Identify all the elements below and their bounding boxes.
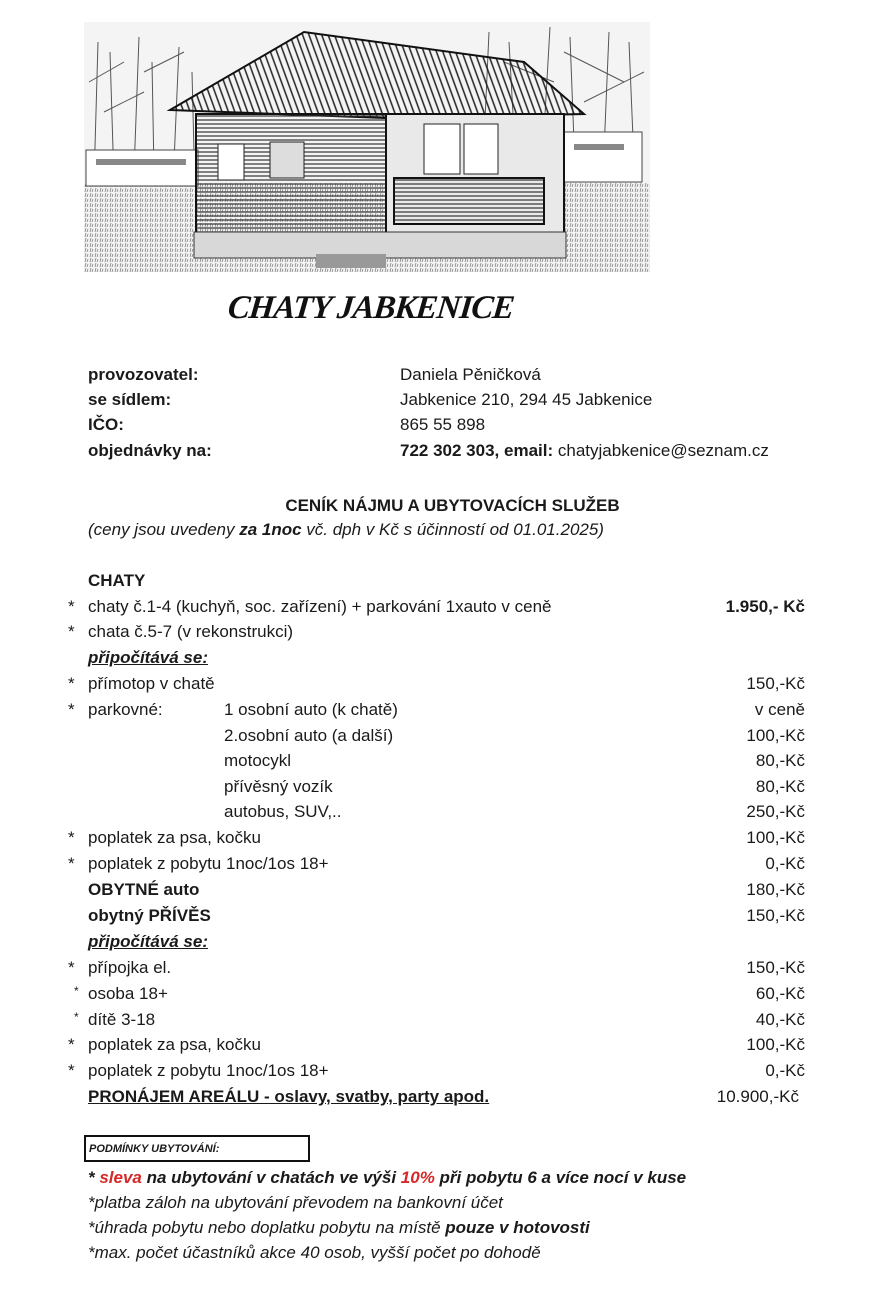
price-row: * poplatek za psa, kočku 100,-Kč: [68, 1035, 805, 1054]
provozovatel-label: provozovatel:: [88, 365, 199, 384]
condition-cash: *úhrada pobytu nebo doplatku pobytu na místě pouze v hotovosti: [88, 1218, 590, 1237]
sidlo-value: Jabkenice 210, 294 45 Jabkenice: [400, 390, 653, 409]
condition-payment: *platba záloh na ubytování převodem na bankovní účet: [88, 1193, 503, 1212]
price-row: obytný PŘÍVĚS 150,-Kč: [88, 906, 805, 925]
section-chaty: CHATY: [88, 571, 146, 590]
phone-number[interactable]: 722 302 303: [400, 441, 495, 460]
page-title: CHATY JABKENICE: [226, 290, 516, 326]
ico-label: IČO:: [88, 415, 124, 434]
sidlo-label: se sídlem:: [88, 390, 172, 409]
contact-line: [400, 441, 769, 461]
condition-capacity: *max. počet účastníků akce 40 osob, vyšší počet po dohodě: [88, 1243, 541, 1262]
price-row: OBYTNÉ auto 180,-Kč: [88, 880, 805, 899]
price-row: * dítě 3-18 40,-Kč: [74, 1010, 805, 1029]
price-row: 2.osobní auto (a další) 100,-Kč: [224, 726, 805, 745]
price-row: motocykl 80,-Kč: [224, 751, 805, 770]
cabin-photo: [84, 22, 650, 272]
email-label: , email:: [494, 441, 554, 460]
conditions-box: PODMÍNKY UBYTOVÁNÍ:: [84, 1135, 310, 1162]
price-row: autobus, SUV,.. 250,-Kč: [224, 802, 805, 821]
price-row: * přípojka el. 150,-Kč: [68, 958, 805, 977]
price-row: * parkovné: 1 osobní auto (k chatě) v ceně: [68, 700, 805, 719]
pripocitava-heading: připočítává se:: [88, 648, 208, 667]
provozovatel-value: Daniela Pěničková: [400, 365, 541, 384]
price-row: * osoba 18+ 60,-Kč: [74, 984, 805, 1003]
email-address[interactable]: chatyjabkenice@seznam.cz: [557, 441, 769, 460]
pripocitava-heading: připočítává se:: [88, 932, 208, 951]
ico-value: 865 55 898: [400, 415, 486, 434]
price-row: * poplatek za psa, kočku 100,-Kč: [68, 828, 805, 847]
price-row: * chata č.5-7 (v rekonstrukci): [68, 622, 294, 641]
price-row: * poplatek z pobytu 1noc/1os 18+ 0,-Kč: [68, 854, 805, 873]
price-row: * přímotop v chatě 150,-Kč: [68, 674, 805, 693]
price-row: přívěsný vozík 80,-Kč: [224, 777, 805, 796]
price-row: * poplatek z pobytu 1noc/1os 18+ 0,-Kč: [68, 1061, 805, 1080]
condition-discount: * sleva na ubytování v chatách ve výši 10% při pobytu 6 a více nocí v kuse: [88, 1168, 687, 1187]
cenik-subtitle: (ceny jsou uvedeny za 1noc vč. dph v Kč s účinností od 01.01.2025): [88, 520, 604, 539]
price-row: PRONÁJEM AREÁLU - oslavy, svatby, party apod. 10.900,-Kč: [88, 1087, 799, 1106]
cenik-title: CENÍK NÁJMU A UBYTOVACÍCH SLUŽEB: [285, 496, 620, 515]
objednavky-label: objednávky na:: [88, 441, 212, 460]
price-row: * chaty č.1-4 (kuchyň, soc. zařízení) + parkování 1xauto v ceně 1.950,- Kč: [68, 597, 805, 616]
